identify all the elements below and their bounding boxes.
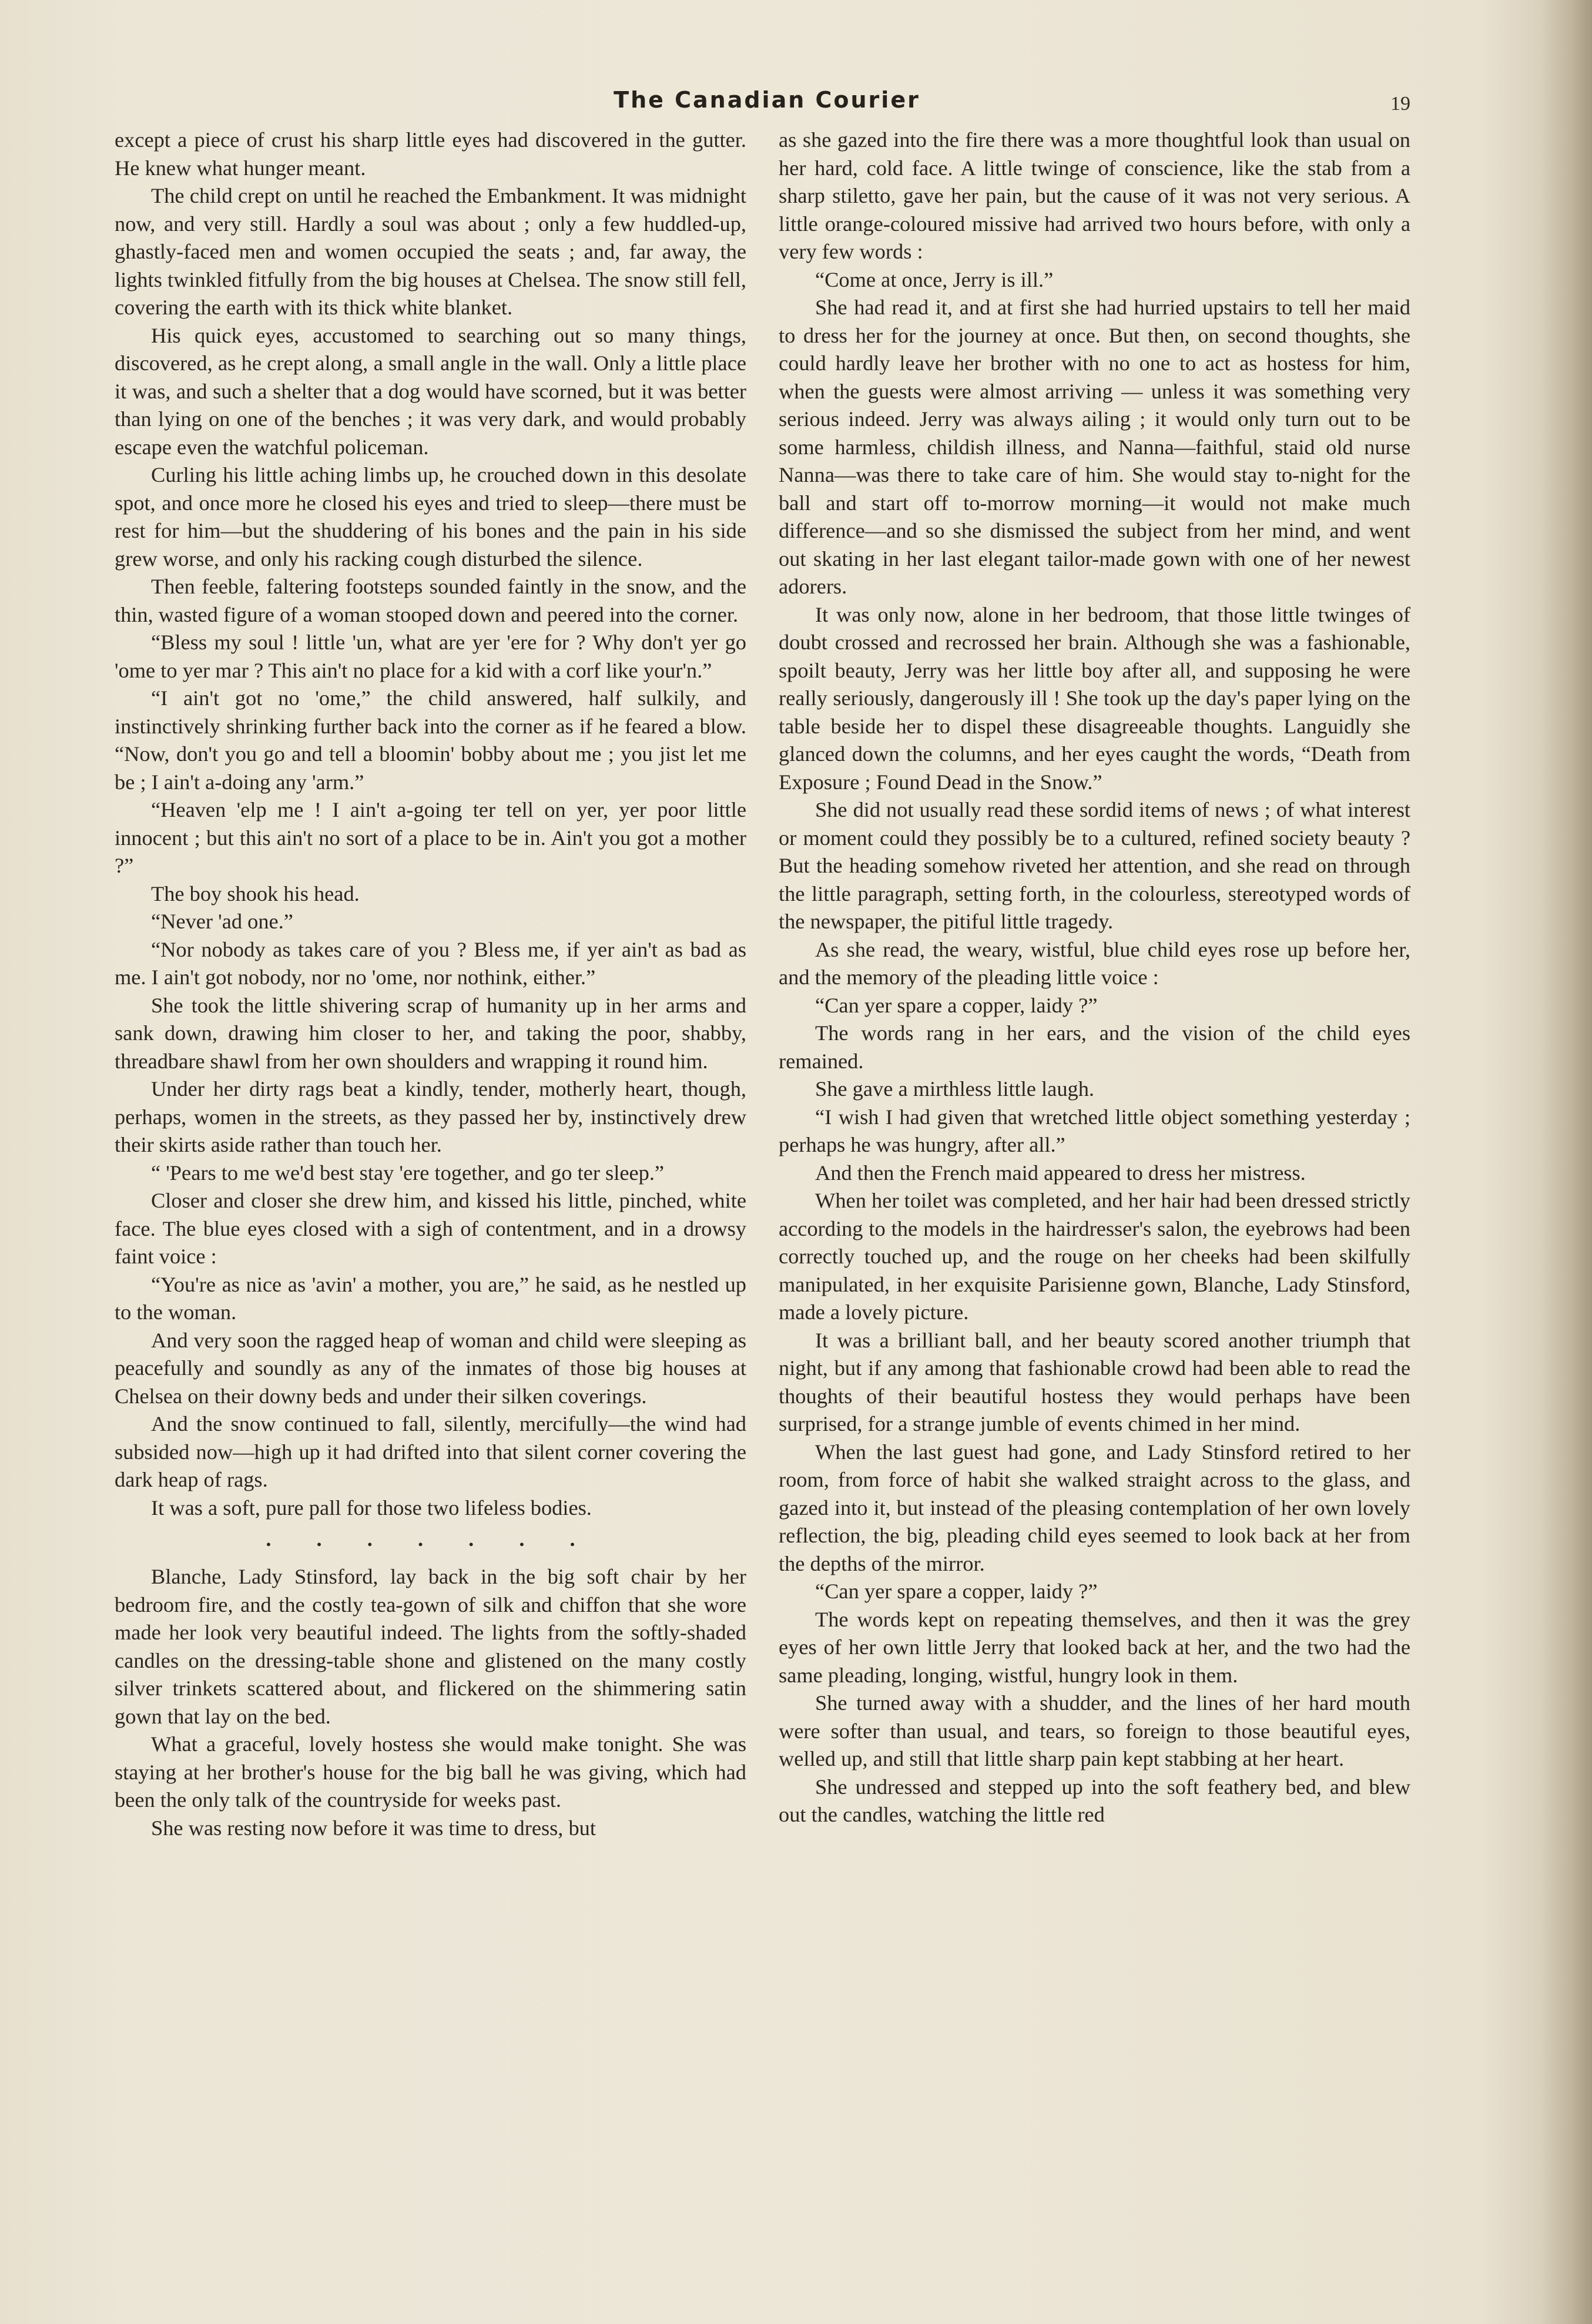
paragraph: She turned away with a shudder, and the lines of her hard mouth were softer than usual, and tears, so foreign to those beautiful eyes, welled up, and still that little sharp pain kept stabbing at her heart. bbox=[779, 1691, 1410, 1770]
paragraph: “You're as nice as 'avin' a mother, you are,” he said, as he nestled up to the woman. bbox=[115, 1272, 746, 1324]
paragraph: “I ain't got no 'ome,” the child answered, half sulkily, and instinctively shrinking further back into the corner as if he feared a blow. “Now, don't you go and tell a bloomin' bobby about me ; you jist let me be ; I ain't a-doing any 'arm.” bbox=[115, 686, 746, 794]
paragraph: as she gazed into the fire there was a more thoughtful look than usual on her hard, cold face. A little twinge of conscience, like the stab from a sharp stiletto, gave her pain, but the cause of it was not very serious. A little orange-coloured missive had arrived two hours before, with only a very few words : bbox=[779, 128, 1410, 263]
paragraph: The words kept on repeating themselves, and then it was the grey eyes of her own little Jerry that looked back at her, and the two had the same pleading, longing, wistful, hungry look in them. bbox=[779, 1607, 1410, 1687]
page-header bbox=[112, 82, 1422, 123]
page-number: 19 bbox=[1390, 93, 1410, 115]
paragraph: Closer and closer she drew him, and kissed his little, pinched, white face. The blue eyes closed with a sigh of contentment, and in a drowsy faint voice : bbox=[115, 1189, 746, 1268]
page-edge-shadow bbox=[1539, 0, 1592, 2324]
publication-title: The Canadian Courier bbox=[614, 87, 920, 113]
paragraph: She was resting now before it was time to dress, but bbox=[151, 1816, 596, 1840]
paragraph: “Nor nobody as takes care of you ? Bless me, if yer ain't as bad as me. I ain't got nobody, nor no 'ome, nor nothink, either.” bbox=[115, 937, 746, 989]
paragraph: Curling his little aching limbs up, he crouched down in this desolate spot, and once more he closed his eyes and tried to sleep—there must be rest for him—but the shuddering of his bones and the pain in his side grew worse, and only his racking cough disturbed the silence. bbox=[115, 463, 746, 571]
paragraph: “Come at once, Jerry is ill.” bbox=[815, 267, 1054, 291]
right-column bbox=[779, 126, 1410, 1829]
paragraph: And very soon the ragged heap of woman and child were sleeping as peacefully and soundly as any of the inmates of those big houses at Chelsea on their downy beds and under their silken coverings. bbox=[115, 1328, 746, 1408]
paragraph: She had read it, and at first she had hurried upstairs to tell her maid to dress her for the journey at once. But then, on second thoughts, she could hardly leave her brother with no one to act as hostess for him, when the guests were almost arriving — unless it was something very serious indeed. Jerry was always ailing ; it would only turn out to be some harmless, childish illness, and Nanna—faithful, staid old nurse Nanna—was there to take care of him. She would stay to-night for the ball and start off to-morrow morning—it would not make much difference—and so she dismissed the subject from her mind, and went out skating in her last elegant tailor-made gown with one of her newest adorers. bbox=[779, 296, 1410, 598]
paragraph: Blanche, Lady Stinsford, lay back in the big soft chair by her bedroom fire, and the costly tea-gown of silk and chiffon that she wore made her look very beautiful indeed. The lights from the softly-shaded candles on the dressing-table shone and glistened on the many costly silver trinkets scattered about, and flickered on the shimmering satin gown that lay on the bed. bbox=[115, 1565, 746, 1728]
paragraph: Then feeble, faltering footsteps sounded faintly in the snow, and the thin, wasted figure of a woman stooped down and peered into the corner. bbox=[115, 575, 746, 626]
paragraph: She gave a mirthless little laugh. bbox=[815, 1077, 1094, 1101]
section-break: . . . . . . . bbox=[266, 1527, 595, 1551]
paragraph: “Can yer spare a copper, laidy ?” bbox=[815, 1579, 1098, 1603]
paragraph: The child crept on until he reached the Embankment. It was midnight now, and very still. Hardly a soul was about ; only a few huddled-up, ghastly-faced men and women occupied the seats ; and, far away, the lights twinkled fitfully from the big houses at Chelsea. The snow still fell, covering the earth with its thick white blanket. bbox=[115, 184, 746, 319]
paragraph: And the snow continued to fall, silently, mercifully—the wind had subsided now—high up it had drifted into that silent corner covering the dark heap of rags. bbox=[115, 1412, 746, 1491]
paragraph: “Never 'ad one.” bbox=[151, 910, 293, 933]
paragraph: His quick eyes, accustomed to searching out so many things, discovered, as he crept along, a small angle in the wall. Only a little place it was, and such a shelter that a dog would have scorned, but it was better than lying on one of the benches ; it was very dark, and would probably escape even the watchful policeman. bbox=[115, 323, 746, 459]
paragraph: When her toilet was completed, and her hair had been dressed strictly according to the models in the hairdresser's salon, the eyebrows had been correctly touched up, and the rouge on her cheeks had been skilfully manipulated, in her exquisite Parisienne gown, Blanche, Lady Stinsford, made a lovely picture. bbox=[779, 1189, 1410, 1324]
paragraph: What a graceful, lovely hostess she would make tonight. She was staying at her brother's house for the big ball he was giving, which had been the only talk of the countryside for weeks past. bbox=[115, 1732, 746, 1812]
paragraph: It was a brilliant ball, and her beauty scored another triumph that night, but if any among that fashionable crowd had been able to read the thoughts of their beautiful hostess they would perhaps have been surprised, for a strange jumble of events chimed in her mind. bbox=[779, 1328, 1410, 1436]
paragraph: As she read, the weary, wistful, blue child eyes rose up before her, and the memory of the pleading little voice : bbox=[779, 937, 1410, 989]
paragraph: She took the little shivering scrap of humanity up in her arms and sank down, drawing him closer to her, and taking the poor, shabby, threadbare shawl from her own shoulders and wrapping it round him. bbox=[115, 993, 746, 1073]
paragraph: “Bless my soul ! little 'un, what are yer 'ere for ? Why don't yer go 'ome to yer mar ? This ain't no place for a kid with a corf like your'n.” bbox=[115, 631, 746, 682]
paragraph: “ 'Pears to me we'd best stay 'ere together, and go ter sleep.” bbox=[151, 1161, 665, 1185]
paragraph: Under her dirty rags beat a kindly, tender, motherly heart, though, perhaps, women in the streets, as they passed her by, instinctively drew their skirts aside rather than touch her. bbox=[115, 1077, 746, 1156]
paragraph: “Heaven 'elp me ! I ain't a-going ter tell on yer, yer poor little innocent ; but this ain't no sort of a place to be in. Ain't you got a mother ?” bbox=[115, 798, 746, 877]
paragraph: And then the French maid appeared to dress her mistress. bbox=[815, 1161, 1306, 1185]
paragraph: except a piece of crust his sharp little eyes had discovered in the gutter. He knew what hunger meant. bbox=[115, 128, 746, 180]
paragraph: It was only now, alone in her bedroom, that those little twinges of doubt crossed and recrossed her brain. Although she was a fashionable, spoilt beauty, Jerry was her little boy after all, and supposing he were really seriously, dangerously ill ! She took up the day's paper lying on the table beside her to dispel these disagreeable thoughts. Languidly she glanced down the columns, and her eyes caught the words, “Death from Exposure ; Found Dead in the Snow.” bbox=[779, 602, 1410, 794]
paragraph: It was a soft, pure pall for those two lifeless bodies. bbox=[151, 1495, 592, 1520]
paragraph: The words rang in her ears, and the vision of the child eyes remained. bbox=[779, 1021, 1410, 1073]
paragraph: She did not usually read these sordid items of news ; of what interest or moment could they possibly be to a cultured, refined society beauty ? But the heading somehow riveted her attention, and she read on through the little paragraph, setting forth, in the colourless, stereotyped words of the newspaper, the pitiful little tragedy. bbox=[779, 798, 1410, 933]
paragraph: “Can yer spare a copper, laidy ?” bbox=[815, 993, 1098, 1017]
paragraph: She undressed and stepped up into the soft feathery bed, and blew out the candles, watching the little red bbox=[779, 1775, 1410, 1826]
paragraph: “I wish I had given that wretched little object something yesterday ; perhaps he was hungry, after all.” bbox=[779, 1105, 1410, 1156]
paragraph: The boy shook his head. bbox=[151, 881, 360, 906]
paragraph: When the last guest had gone, and Lady Stinsford retired to her room, from force of habit she walked straight across to the glass, and gazed into it, but instead of the pleasing contemplation of her own lovely reflection, the big, pleading child eyes seemed to look back at her from the depths of the mirror. bbox=[779, 1440, 1410, 1575]
left-column bbox=[115, 126, 746, 1842]
